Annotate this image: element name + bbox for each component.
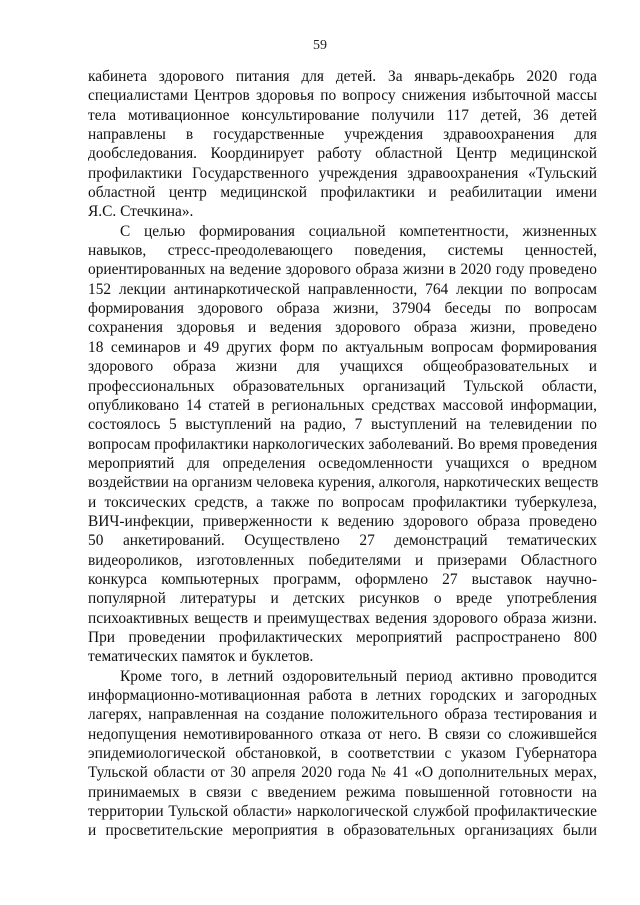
- paragraph: [88, 222, 597, 667]
- text-line: С целью формирования социальной компетентности, жизненных: [120, 222, 597, 240]
- text-line: состоялось 5 выступлений на радио, 7 выступлений на телевидении по: [88, 416, 597, 434]
- text-line: принимаемых в связи с введением режима повышенной готовности на: [88, 783, 597, 801]
- text-line: Тульской области от 30 апреля 2020 года № 41 «О дополнительных мерах,: [88, 764, 597, 782]
- paragraph: [88, 67, 597, 222]
- text-line: здорового образа жизни для учащихся общеобразовательных и: [88, 358, 597, 376]
- text-line: Кроме того, в летний оздоровительный период активно проводится: [120, 667, 597, 685]
- body-text: [88, 67, 597, 841]
- text-line: формирования здорового образа жизни, 37904 беседы по вопросам: [88, 300, 597, 318]
- text-line: информационно-мотивационная работа в летних городских и загородных: [88, 687, 597, 704]
- text-line: эпидемиологической обстановкой, в соответствии с указом Губернатора: [88, 745, 597, 763]
- text-line: ориентированных на ведение здорового образа жизни в 2020 году проведено: [88, 261, 597, 279]
- text-line: территории Тульской области» наркологической службой профилактические: [88, 803, 597, 821]
- text-line: 18 семинаров и 49 других форм по актуальным вопросам формирования: [88, 338, 597, 356]
- text-line: психоактивных веществ и преимуществах ведения здорового образа жизни.: [88, 609, 597, 627]
- text-line: сохранения здоровья и ведения здорового образа жизни, проведено: [88, 319, 597, 337]
- text-line: 50 анкетирований. Осуществлено 27 демонстраций тематических: [88, 532, 597, 550]
- text-line: тематических памяток и буклетов.: [88, 648, 314, 666]
- text-line: и просветительские мероприятия в образовательных организациях были: [88, 822, 597, 840]
- text-line: дообследования. Координирует работу областной Центр медицинской: [88, 145, 597, 163]
- text-line: При проведении профилактических мероприятий распространено 800: [88, 628, 597, 646]
- text-line: опубликовано 14 статей в региональных средствах массовой информации,: [88, 396, 597, 414]
- text-line: профессиональных образовательных организаций Тульской области,: [88, 377, 597, 395]
- text-line: навыков, стресс-преодолевающего поведения, системы ценностей,: [88, 242, 597, 260]
- text-line: воздействии на организм человека курения, алкоголя, наркотических веществ: [88, 474, 599, 492]
- text-line: конкурса компьютерных программ, оформлено 27 выставок научно-: [88, 570, 597, 588]
- page-number: 59: [313, 38, 327, 53]
- text-line: Я.С. Стечкина».: [88, 203, 194, 221]
- text-line: мероприятий для определения осведомленности учащихся о вредном: [88, 454, 597, 472]
- text-line: видеороликов, изготовленных победителями и призерами Областного: [88, 551, 597, 569]
- text-line: недопущения немотивированного отказа от него. В связи со сложившейся: [88, 725, 597, 743]
- text-line: профилактики Государственного учреждения здравоохранения «Тульский: [88, 164, 597, 182]
- text-line: 152 лекции антинаркотической направленности, 764 лекции по вопросам: [88, 280, 597, 298]
- text-line: специалистами Центров здоровья по вопросу снижения избыточной массы: [88, 87, 597, 105]
- paragraph: [88, 667, 597, 841]
- text-line: и токсических средств, а также по вопросам профилактики туберкулеза,: [88, 493, 597, 511]
- text-line: лагерях, направленная на создание положительного образа тестирования и: [88, 706, 597, 724]
- text-line: областной центр медицинской профилактики и реабилитации имени: [88, 184, 597, 202]
- text-line: популярной литературы и детских рисунков о вреде употребления: [88, 590, 597, 608]
- text-line: направлены в государственные учреждения здравоохранения для: [88, 126, 597, 144]
- text-line: тела мотивационное консультирование получили 117 детей, 36 детей: [88, 106, 597, 124]
- text-line: ВИЧ-инфекции, приверженности к ведению здорового образа проведено: [88, 512, 597, 530]
- text-line: вопросам профилактики наркологических заболеваний. Во время проведения: [88, 435, 598, 453]
- text-line: кабинета здорового питания для детей. За январь-декабрь 2020 года: [88, 68, 597, 85]
